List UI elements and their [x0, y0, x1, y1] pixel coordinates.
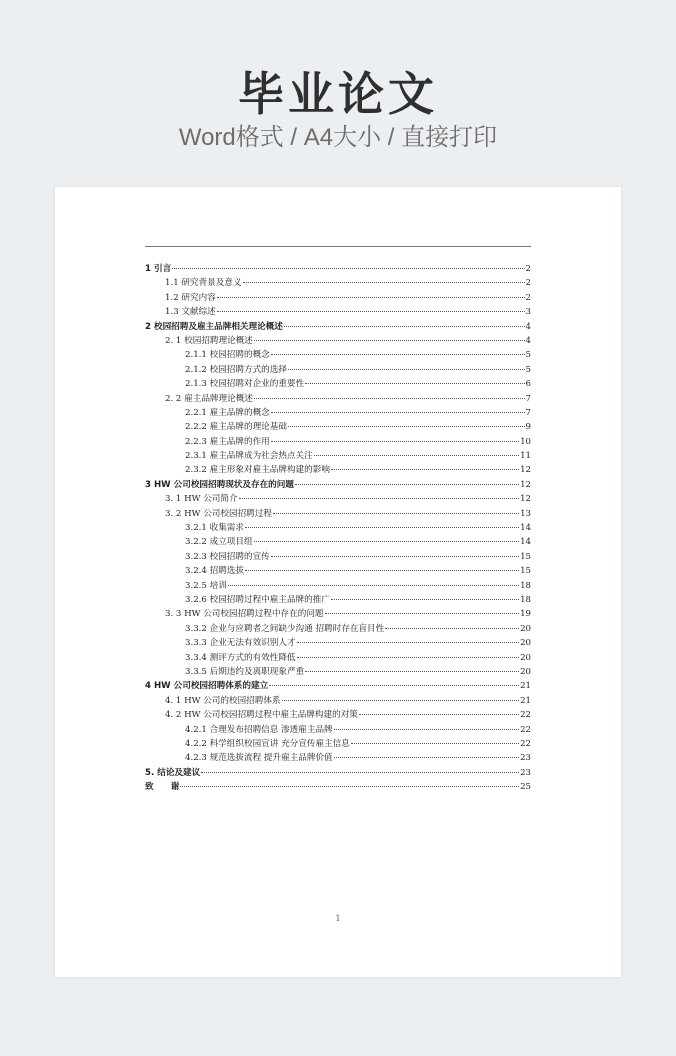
toc-entry-page: 2: [525, 292, 531, 303]
toc-dot-leader: [254, 340, 525, 341]
toc-dot-leader: [305, 383, 524, 384]
toc-entry-page: 20: [520, 638, 531, 649]
toc-entry-page: 11: [520, 451, 531, 462]
toc-entry: [145, 334, 531, 348]
toc-entry-page: 23: [520, 767, 531, 778]
toc-dot-leader: [282, 700, 520, 701]
toc-entry-page: 14: [520, 523, 531, 534]
toc-entry-page: 2: [525, 278, 531, 289]
toc-dot-leader: [351, 743, 519, 744]
toc-entry-page: 20: [520, 623, 531, 634]
toc-entry: [145, 507, 531, 521]
toc-entry-page: 10: [520, 436, 531, 447]
toc-entry-label: 4.2.2 科学组织校园宣讲 充分宣传雇主信息: [185, 738, 350, 749]
toc-dot-leader: [239, 498, 519, 499]
toc-entry-label: 3 HW 公司校园招聘现状及存在的问题: [145, 479, 294, 490]
toc-dot-leader: [271, 354, 525, 355]
toc-dot-leader: [180, 786, 519, 787]
toc-entry-label: 3. 2 HW 公司校园招聘过程: [165, 508, 272, 519]
toc-entry: [145, 737, 531, 751]
toc-dot-leader: [334, 729, 519, 730]
toc-entry-label: 3.3.5 后期违约及离职现象严重: [185, 666, 305, 677]
toc-entry-label: 1 引言: [145, 264, 172, 274]
toc-entry-page: 6: [525, 379, 531, 390]
toc-entry-label: 致 谢: [145, 782, 180, 793]
toc-entry-page: 22: [520, 738, 531, 749]
toc-entry: [145, 420, 531, 434]
toc-entry-page: 20: [520, 652, 531, 663]
toc-entry: [145, 348, 531, 362]
toc-entry-label: 2.2.1 雇主品牌的概念: [185, 407, 270, 418]
toc-dot-leader: [243, 282, 525, 283]
toc-entry-label: 2.1.2 校园招聘方式的选择: [185, 364, 287, 375]
toc-entry: [145, 262, 531, 276]
toc-dot-leader: [334, 757, 519, 758]
table-of-contents: [145, 262, 531, 794]
toc-entry-label: 3.3.3 企业无法有效识别人才: [185, 638, 296, 649]
toc-entry-label: 4 HW 公司校园招聘体系的建立: [145, 681, 269, 692]
page-number: 1: [335, 914, 341, 923]
toc-entry-label: 2. 2 雇主品牌理论概述: [165, 393, 253, 404]
toc-entry-page: 22: [520, 710, 531, 721]
toc-entry-page: 7: [525, 393, 531, 404]
toc-entry-page: 18: [520, 594, 531, 605]
toc-entry-page: 20: [520, 666, 531, 677]
toc-entry-page: 7: [525, 407, 531, 418]
toc-entry: [145, 593, 531, 607]
toc-entry: [145, 665, 531, 679]
toc-entry: [145, 291, 531, 305]
toc-entry-page: 2: [525, 264, 531, 274]
toc-entry-label: 1.3 文献综述: [165, 307, 216, 318]
header-rule: [145, 246, 531, 247]
toc-entry-label: 1.1 研究背景及意义: [165, 278, 242, 289]
toc-entry-label: 2.1.1 校园招聘的概念: [185, 350, 270, 361]
toc-entry: [145, 478, 531, 492]
toc-entry: [145, 521, 531, 535]
toc-entry-page: 21: [520, 681, 531, 692]
toc-entry: [145, 579, 531, 593]
toc-dot-leader: [271, 441, 519, 442]
toc-dot-leader: [269, 685, 519, 686]
toc-dot-leader: [288, 426, 525, 427]
toc-dot-leader: [284, 326, 525, 327]
toc-entry-label: 3.2.2 成立项目组: [185, 537, 253, 548]
toc-entry-label: 4. 1 HW 公司的校园招聘体系: [165, 695, 281, 706]
toc-entry-page: 12: [520, 494, 531, 505]
toc-entry: [145, 305, 531, 319]
toc-entry-page: 5: [525, 350, 531, 361]
toc-entry-page: 12: [520, 465, 531, 476]
toc-entry: [145, 622, 531, 636]
toc-entry: [145, 751, 531, 765]
toc-entry: [145, 535, 531, 549]
toc-entry-label: 2.2.2 雇主品牌的理论基础: [185, 422, 287, 433]
page-title: 毕业论文: [238, 67, 438, 121]
toc-dot-leader: [172, 268, 524, 269]
toc-entry-label: 1.2 研究内容: [165, 292, 216, 303]
toc-entry-label: 2. 1 校园招聘理论概述: [165, 335, 253, 346]
toc-dot-leader: [273, 513, 519, 514]
toc-dot-leader: [305, 671, 519, 672]
toc-dot-leader: [245, 570, 519, 571]
toc-entry-label: 3. 1 HW 公司简介: [165, 494, 238, 505]
toc-entry-page: 19: [520, 609, 531, 620]
toc-entry-page: 3: [525, 307, 531, 318]
toc-dot-leader: [314, 455, 519, 456]
toc-entry-label: 3.3.4 测评方式的有效性降低: [185, 652, 296, 663]
toc-dot-leader: [254, 541, 519, 542]
toc-entry: [145, 708, 531, 722]
toc-entry-label: 3. 3 HW 公司校园招聘过程中存在的问题: [165, 609, 324, 620]
toc-dot-leader: [331, 599, 519, 600]
toc-dot-leader: [297, 657, 520, 658]
toc-entry: [145, 766, 531, 780]
toc-dot-leader: [288, 369, 525, 370]
toc-entry-label: 2.3.1 雇主品牌成为社会热点关注: [185, 451, 313, 462]
toc-entry: [145, 276, 531, 290]
toc-dot-leader: [201, 772, 519, 773]
toc-dot-leader: [217, 297, 525, 298]
toc-entry-label: 2.2.3 雇主品牌的作用: [185, 436, 270, 447]
toc-entry-label: 3.3.2 企业与应聘者之间缺少沟通 招聘时存在盲目性: [185, 623, 385, 634]
toc-entry: [145, 651, 531, 665]
toc-entry: [145, 463, 531, 477]
toc-entry: [145, 406, 531, 420]
toc-entry-page: 21: [520, 695, 531, 706]
toc-entry-page: 13: [520, 508, 531, 519]
toc-entry: [145, 392, 531, 406]
toc-entry: [145, 550, 531, 564]
toc-entry-page: 9: [525, 422, 531, 433]
page-subtitle: Word格式 / A4大小 / 直接打印: [178, 124, 498, 151]
toc-entry-page: 23: [520, 753, 531, 764]
toc-entry-page: 22: [520, 724, 531, 735]
toc-dot-leader: [359, 714, 519, 715]
toc-entry: [145, 723, 531, 737]
toc-entry-page: 12: [520, 479, 531, 490]
toc-entry-page: 14: [520, 537, 531, 548]
toc-entry: [145, 377, 531, 391]
toc-entry-page: 18: [520, 580, 531, 591]
document-page: [55, 187, 621, 977]
toc-entry-page: 4: [525, 335, 531, 346]
toc-entry: [145, 780, 531, 794]
toc-entry: [145, 694, 531, 708]
toc-entry-label: 4.2.3 规范选拔流程 提升雇主品牌价值: [185, 753, 333, 764]
toc-entry-page: 15: [520, 566, 531, 577]
toc-entry: [145, 564, 531, 578]
toc-dot-leader: [297, 642, 520, 643]
toc-entry-page: 4: [525, 321, 531, 332]
toc-entry-label: 3.2.1 收集需求: [185, 523, 244, 534]
toc-entry: [145, 492, 531, 506]
toc-dot-leader: [331, 469, 519, 470]
toc-entry-page: 25: [520, 782, 531, 793]
toc-dot-leader: [254, 398, 525, 399]
toc-dot-leader: [271, 412, 525, 413]
toc-entry: [145, 435, 531, 449]
toc-dot-leader: [271, 556, 519, 557]
toc-dot-leader: [245, 527, 519, 528]
toc-entry: [145, 449, 531, 463]
toc-entry-label: 2.1.3 校园招聘对企业的重要性: [185, 379, 305, 390]
toc-entry-label: 5. 结论及建议: [145, 767, 201, 778]
toc-entry-page: 15: [520, 551, 531, 562]
toc-entry: [145, 636, 531, 650]
toc-entry-label: 3.2.5 培训: [185, 580, 227, 591]
toc-entry-label: 3.2.4 招聘选拔: [185, 566, 244, 577]
toc-entry: [145, 320, 531, 334]
toc-dot-leader: [325, 613, 520, 614]
toc-entry: [145, 363, 531, 377]
toc-entry-label: 2 校园招聘及雇主品牌相关理论概述: [145, 321, 283, 332]
toc-entry-label: 3.2.6 校园招聘过程中雇主品牌的推广: [185, 594, 330, 605]
toc-entry-label: 3.2.3 校园招聘的宣传: [185, 551, 270, 562]
toc-entry: [145, 679, 531, 693]
toc-dot-leader: [295, 484, 519, 485]
toc-dot-leader: [228, 585, 519, 586]
toc-dot-leader: [217, 311, 525, 312]
toc-dot-leader: [385, 628, 519, 629]
toc-entry-label: 4. 2 HW 公司校园招聘过程中雇主品牌构建的对策: [165, 710, 358, 721]
toc-entry-page: 5: [525, 364, 531, 375]
toc-entry-label: 4.2.1 合理发布招聘信息 渗透雇主品牌: [185, 724, 333, 735]
toc-entry-label: 2.3.2 雇主形象对雇主品牌构建的影响: [185, 465, 330, 476]
toc-entry: [145, 607, 531, 621]
